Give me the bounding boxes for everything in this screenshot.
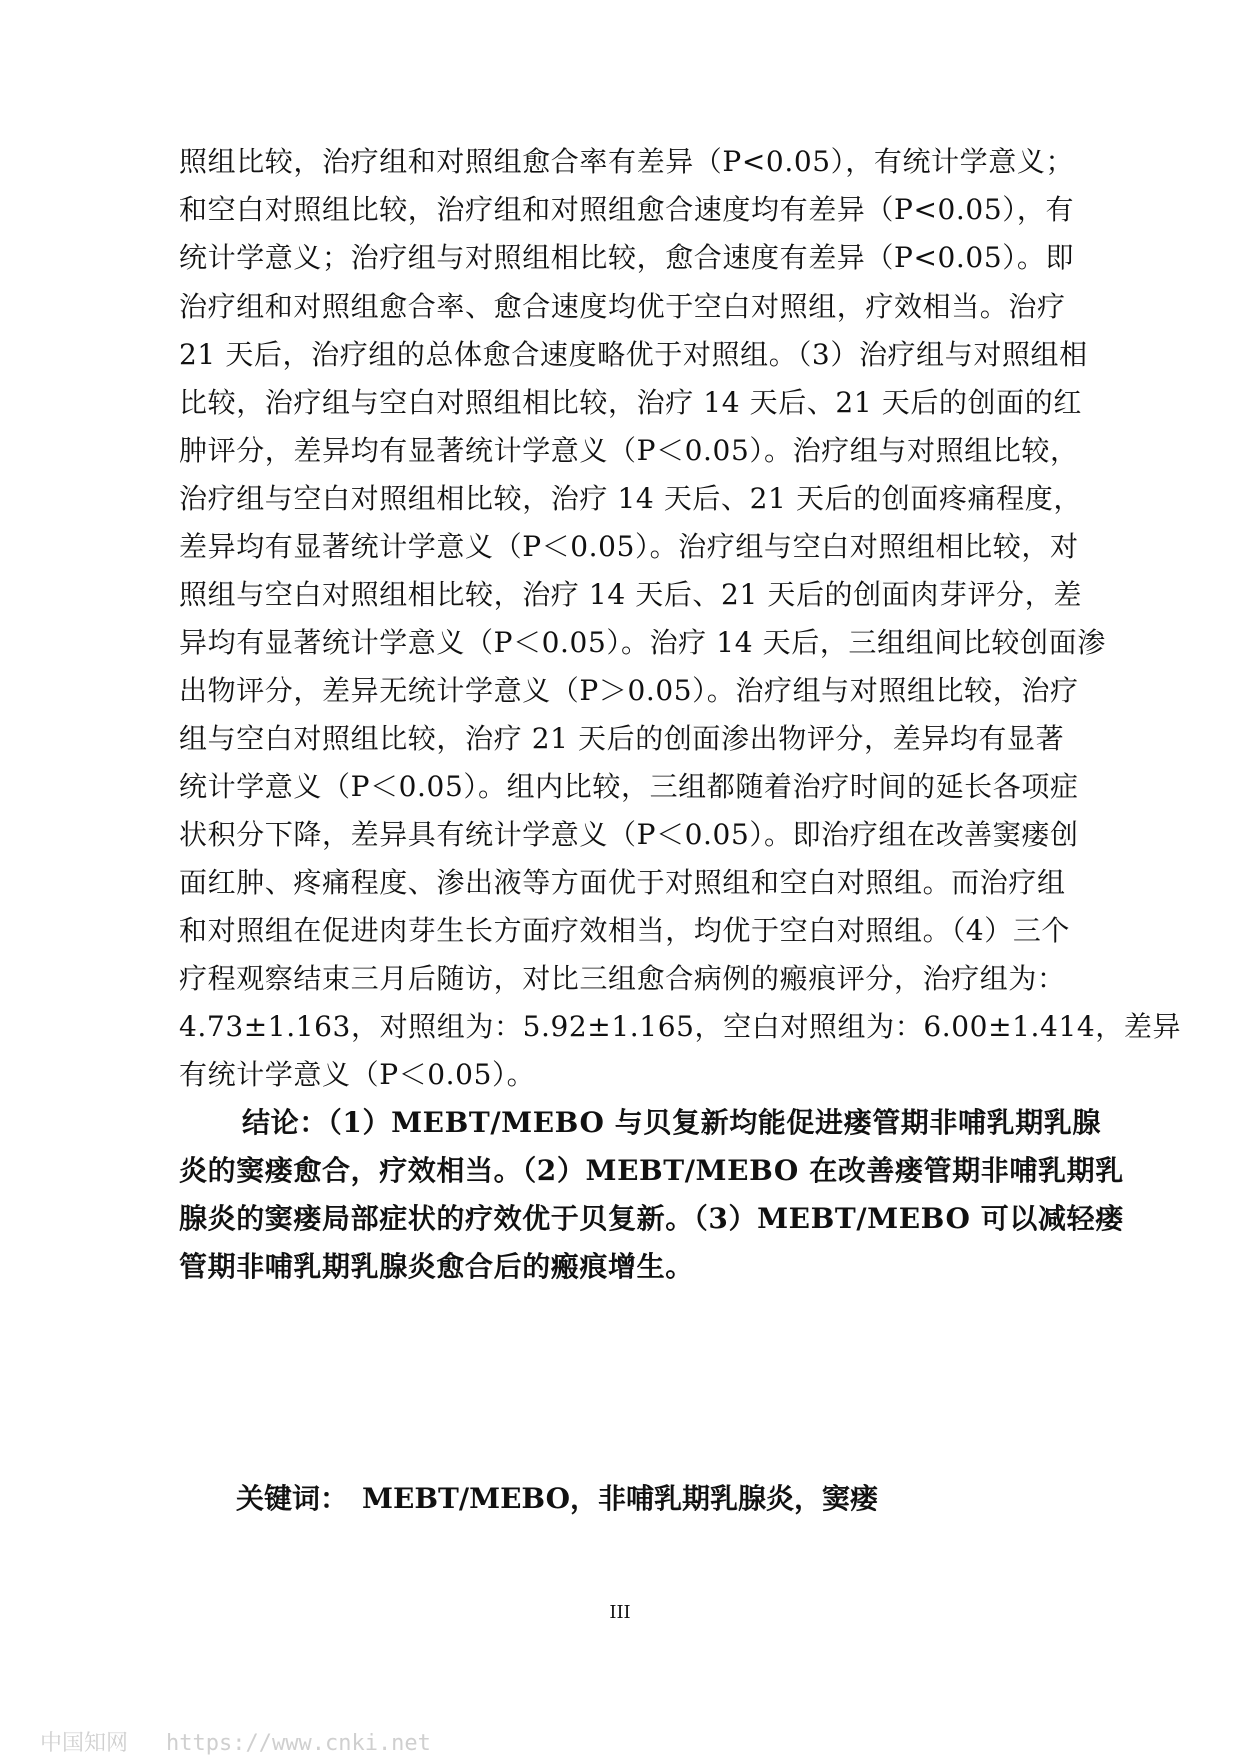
body-line: 肿评分，差异均有显著统计学意义（P＜0.05）。治疗组与对照组比较， xyxy=(179,434,1079,467)
watermark-url: https://www.cnki.net xyxy=(166,1731,431,1756)
body-line: 疗程观察结束三月后随访，对比三组愈合病例的瘢痕评分，治疗组为： xyxy=(179,962,1066,995)
body-line: 统计学意义（P＜0.05）。组内比较，三组都随着治疗时间的延长各项症 xyxy=(179,770,1079,803)
watermark xyxy=(40,1726,431,1757)
body-line: 和对照组在促进肉芽生长方面疗效相当，均优于空白对照组。（4）三个 xyxy=(179,914,1071,947)
body-line: 21 天后，治疗组的总体愈合速度略优于对照组。（3）治疗组与对照组相 xyxy=(179,338,1088,371)
body-line: 统计学意义；治疗组与对照组相比较，愈合速度有差异（P<0.05）。即 xyxy=(179,241,1075,274)
body-line: 差异均有显著统计学意义（P＜0.05）。治疗组与空白对照组相比较，对 xyxy=(179,530,1079,563)
body-line: 照组比较，治疗组和对照组愈合率有差异（P<0.05），有统计学意义； xyxy=(179,145,1075,178)
body-line: 组与空白对照组比较，治疗 21 天后的创面渗出物评分，差异均有显著 xyxy=(179,722,1065,755)
body-line: 4.73±1.163，对照组为：5.92±1.165，空白对照组为：6.00±1.414，差异 xyxy=(179,1010,1182,1043)
keywords-label: 关键词： xyxy=(236,1482,349,1515)
body-line: 治疗组和对照组愈合率、愈合速度均优于空白对照组，疗效相当。治疗 xyxy=(179,290,1066,323)
body-line: 有统计学意义（P＜0.05）。 xyxy=(179,1058,536,1091)
body-line: 状积分下降，差异具有统计学意义（P＜0.05）。即治疗组在改善窦瘘创 xyxy=(179,818,1079,851)
keywords xyxy=(236,1479,878,1519)
body-line: 治疗组与空白对照组相比较，治疗 14 天后、21 天后的创面疼痛程度， xyxy=(179,482,1082,515)
watermark-site: 中国知网 xyxy=(40,1731,129,1756)
body-line: 异均有显著统计学意义（P＜0.05）。治疗 14 天后，三组组间比较创面渗 xyxy=(179,626,1106,659)
body-line: 面红肿、疼痛程度、渗出液等方面优于对照组和空白对照组。而治疗组 xyxy=(179,866,1066,899)
keywords-text: MEBT/MEBO，非哺乳期乳腺炎，窦瘘 xyxy=(362,1482,878,1515)
conclusion-line: 腺炎的窦瘘局部症状的疗效优于贝复新。（3）MEBT/MEBO 可以减轻瘘 xyxy=(179,1202,1124,1235)
body-line: 比较，治疗组与空白对照组相比较，治疗 14 天后、21 天后的创面的红 xyxy=(179,386,1082,419)
conclusion-line: 炎的窦瘘愈合，疗效相当。（2）MEBT/MEBO 在改善瘘管期非哺乳期乳 xyxy=(179,1154,1124,1187)
body-line: 和空白对照组比较，治疗组和对照组愈合速度均有差异（P<0.05），有 xyxy=(179,193,1075,226)
conclusion-line: 结论：（1）MEBT/MEBO 与贝复新均能促进瘘管期非哺乳期乳腺 xyxy=(242,1106,1102,1139)
body-line: 照组与空白对照组相比较，治疗 14 天后、21 天后的创面肉芽评分，差 xyxy=(179,578,1082,611)
page-number: III xyxy=(609,1602,631,1623)
body-line: 出物评分，差异无统计学意义（P＞0.05）。治疗组与对照组比较，治疗 xyxy=(179,674,1079,707)
conclusion-line: 管期非哺乳期乳腺炎愈合后的瘢痕增生。 xyxy=(179,1250,694,1283)
